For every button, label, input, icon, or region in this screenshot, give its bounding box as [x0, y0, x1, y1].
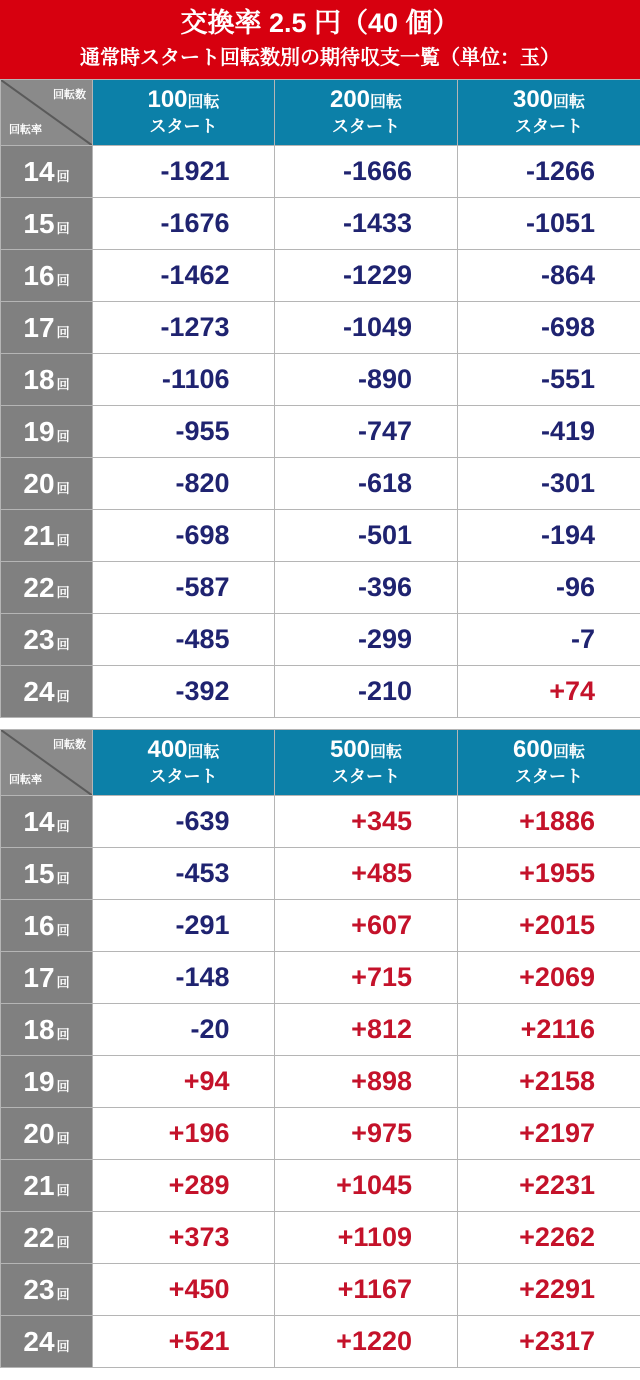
value-cell — [458, 1160, 640, 1212]
value-text: -1051 — [525, 208, 595, 238]
column-start-label: スタート — [149, 767, 218, 786]
value-text: +1167 — [337, 1274, 412, 1304]
value-cell — [93, 146, 275, 198]
value-text: -890 — [357, 364, 412, 394]
row-rate: 18 — [23, 363, 55, 395]
row-suffix: 回 — [56, 1234, 70, 1250]
row-rate: 17 — [23, 961, 55, 993]
value-cell — [93, 1212, 275, 1264]
table-row — [1, 302, 640, 354]
value-text: -20 — [190, 1014, 230, 1044]
value-cell — [458, 1004, 640, 1056]
value-cell — [275, 406, 458, 458]
value-text: +1045 — [336, 1170, 412, 1200]
row-suffix: 回 — [56, 1078, 70, 1094]
value-cell — [458, 848, 640, 900]
value-text: -299 — [357, 624, 412, 654]
value-cell — [458, 562, 640, 614]
table-row — [1, 796, 640, 848]
value-text: +1220 — [336, 1326, 412, 1356]
value-cell — [93, 1004, 275, 1056]
table-row — [1, 458, 640, 510]
value-text: +289 — [168, 1170, 230, 1200]
page-title: 交換率 2.5 円（40 個） — [180, 8, 460, 38]
value-text: -453 — [175, 858, 230, 888]
value-text: -618 — [357, 468, 412, 498]
table-row — [1, 146, 640, 198]
row-header — [1, 146, 93, 198]
row-rate: 21 — [23, 519, 55, 551]
value-cell — [93, 614, 275, 666]
column-number: 600 — [512, 736, 554, 763]
row-rate: 20 — [23, 467, 55, 499]
value-cell — [93, 406, 275, 458]
value-cell — [458, 796, 640, 848]
value-text: +2197 — [519, 1118, 595, 1148]
value-cell — [93, 198, 275, 250]
value-cell — [275, 666, 458, 718]
row-rate: 20 — [23, 1117, 55, 1149]
row-suffix: 回 — [56, 688, 70, 704]
column-number: 400 — [147, 736, 188, 763]
table-row — [1, 900, 640, 952]
row-rate: 16 — [23, 259, 55, 291]
row-header — [1, 1160, 93, 1212]
row-rate: 24 — [23, 675, 55, 707]
value-cell — [93, 562, 275, 614]
value-cell — [93, 458, 275, 510]
value-text: -1229 — [342, 260, 412, 290]
row-header — [1, 250, 93, 302]
value-cell — [275, 354, 458, 406]
value-text: +1109 — [337, 1222, 412, 1252]
row-header — [1, 562, 93, 614]
value-text: -1921 — [160, 156, 230, 186]
value-text: -96 — [555, 572, 595, 602]
row-rate: 23 — [23, 1273, 55, 1305]
table-row — [1, 666, 640, 718]
value-text: -1676 — [160, 208, 230, 238]
row-rate: 15 — [23, 207, 55, 239]
value-cell — [275, 1264, 458, 1316]
row-rate: 15 — [23, 857, 55, 889]
value-cell — [458, 302, 640, 354]
value-cell — [275, 796, 458, 848]
value-text: +2116 — [520, 1014, 595, 1044]
value-text: +196 — [168, 1118, 230, 1148]
value-text: -301 — [540, 468, 595, 498]
value-text: -7 — [570, 624, 595, 654]
column-start-label: スタート — [332, 117, 400, 136]
row-suffix: 回 — [56, 220, 70, 236]
row-header — [1, 1212, 93, 1264]
value-cell — [275, 562, 458, 614]
value-cell — [93, 1264, 275, 1316]
value-cell — [458, 146, 640, 198]
row-rate: 23 — [23, 623, 55, 655]
value-cell — [458, 1056, 640, 1108]
value-text: -392 — [175, 676, 230, 706]
value-cell — [275, 1160, 458, 1212]
table-row — [1, 1108, 640, 1160]
value-cell — [458, 952, 640, 1004]
table-row — [1, 1212, 640, 1264]
column-unit: 回転 — [187, 744, 220, 761]
row-suffix: 回 — [56, 168, 70, 184]
table-row — [1, 848, 640, 900]
row-suffix: 回 — [56, 1182, 70, 1198]
row-rate: 16 — [23, 909, 55, 941]
value-cell — [275, 146, 458, 198]
value-cell — [275, 1004, 458, 1056]
value-cell — [458, 250, 640, 302]
value-cell — [93, 354, 275, 406]
row-suffix: 回 — [56, 974, 70, 990]
value-cell — [93, 1160, 275, 1212]
value-text: -820 — [175, 468, 230, 498]
column-header — [275, 80, 458, 146]
row-header — [1, 1264, 93, 1316]
row-rate: 22 — [23, 571, 55, 603]
row-header — [1, 900, 93, 952]
value-cell — [275, 952, 458, 1004]
row-header — [1, 796, 93, 848]
value-text: -1462 — [160, 260, 230, 290]
value-cell — [458, 614, 640, 666]
value-cell — [275, 1316, 458, 1368]
row-suffix: 回 — [56, 532, 70, 548]
value-text: +715 — [351, 962, 412, 992]
value-cell — [275, 1056, 458, 1108]
row-suffix: 回 — [56, 1026, 70, 1042]
value-cell — [93, 250, 275, 302]
table-row — [1, 198, 640, 250]
value-text: +521 — [168, 1326, 230, 1356]
column-unit: 回転 — [553, 94, 586, 111]
value-text: +2158 — [519, 1066, 595, 1096]
column-number: 100 — [147, 86, 188, 113]
value-text: -485 — [175, 624, 230, 654]
value-text: +2015 — [519, 910, 595, 940]
row-rate: 19 — [23, 415, 55, 447]
value-text: +1955 — [519, 858, 595, 888]
table-row — [1, 510, 640, 562]
column-start-label: スタート — [515, 767, 583, 786]
page-subtitle: 通常時スタート回転数別の期待収支一覧（単位：玉） — [80, 47, 560, 69]
row-rate: 18 — [23, 1013, 55, 1045]
value-text: -864 — [540, 260, 595, 290]
value-text: +2069 — [519, 962, 595, 992]
table-row — [1, 1264, 640, 1316]
value-cell — [458, 666, 640, 718]
value-cell — [458, 1212, 640, 1264]
row-suffix: 回 — [56, 870, 70, 886]
value-cell — [93, 510, 275, 562]
row-header — [1, 614, 93, 666]
value-text: +607 — [351, 910, 412, 940]
row-header — [1, 198, 93, 250]
value-cell — [458, 406, 640, 458]
payout-table-1 — [0, 79, 640, 718]
table-row — [1, 952, 640, 1004]
column-unit: 回転 — [370, 94, 403, 111]
row-header — [1, 952, 93, 1004]
row-rate: 21 — [23, 1169, 55, 1201]
value-text: -419 — [540, 416, 595, 446]
value-cell — [93, 1056, 275, 1108]
value-cell — [275, 848, 458, 900]
row-rate: 17 — [23, 311, 55, 343]
column-header — [93, 730, 275, 796]
row-suffix: 回 — [56, 272, 70, 288]
value-text: -1433 — [342, 208, 412, 238]
row-header — [1, 406, 93, 458]
value-cell — [458, 198, 640, 250]
table-row — [1, 406, 640, 458]
column-start-label: スタート — [149, 117, 218, 136]
row-suffix: 回 — [56, 1130, 70, 1146]
corner-bottom-label: 回転率 — [9, 774, 42, 786]
value-text: +94 — [183, 1066, 230, 1096]
column-header — [458, 730, 640, 796]
table-row — [1, 1004, 640, 1056]
table-row — [1, 1056, 640, 1108]
table-header-row — [1, 730, 640, 796]
column-start-label: スタート — [332, 767, 400, 786]
value-text: -639 — [175, 806, 230, 836]
value-text: -148 — [175, 962, 230, 992]
value-text: -1106 — [161, 364, 230, 394]
value-cell — [458, 458, 640, 510]
table-row — [1, 1160, 640, 1212]
table-row — [1, 250, 640, 302]
row-rate: 14 — [23, 805, 55, 837]
value-text: -955 — [175, 416, 230, 446]
value-text: -587 — [175, 572, 230, 602]
value-text: -698 — [540, 312, 595, 342]
row-header — [1, 1316, 93, 1368]
value-text: +450 — [168, 1274, 230, 1304]
value-cell — [275, 302, 458, 354]
row-suffix: 回 — [56, 922, 70, 938]
value-text: +1886 — [519, 806, 595, 836]
corner-top-label: 回転数 — [53, 89, 86, 101]
table-row — [1, 614, 640, 666]
row-rate: 19 — [23, 1065, 55, 1097]
column-header — [275, 730, 458, 796]
value-cell — [275, 198, 458, 250]
value-text: -1666 — [342, 156, 412, 186]
row-suffix: 回 — [56, 584, 70, 600]
value-cell — [93, 1316, 275, 1368]
payout-table-2 — [0, 729, 640, 1368]
value-text: -194 — [540, 520, 595, 550]
value-cell — [93, 952, 275, 1004]
value-text: -396 — [357, 572, 412, 602]
value-text: -501 — [357, 520, 412, 550]
row-header — [1, 666, 93, 718]
row-header — [1, 848, 93, 900]
row-suffix: 回 — [56, 636, 70, 652]
row-suffix: 回 — [56, 480, 70, 496]
value-cell — [458, 900, 640, 952]
value-cell — [275, 614, 458, 666]
row-header — [1, 1108, 93, 1160]
row-rate: 14 — [23, 155, 55, 187]
column-header — [93, 80, 275, 146]
row-suffix: 回 — [56, 1286, 70, 1302]
value-cell — [458, 1108, 640, 1160]
value-cell — [275, 510, 458, 562]
column-unit: 回転 — [187, 94, 220, 111]
value-text: -747 — [357, 416, 412, 446]
row-header — [1, 1004, 93, 1056]
value-text: +898 — [351, 1066, 412, 1096]
value-text: -210 — [357, 676, 412, 706]
row-rate: 24 — [23, 1325, 55, 1357]
row-suffix: 回 — [56, 428, 70, 444]
row-suffix: 回 — [56, 324, 70, 340]
row-header — [1, 1056, 93, 1108]
value-cell — [275, 1212, 458, 1264]
page-header — [0, 0, 640, 79]
table-row — [1, 354, 640, 406]
row-suffix: 回 — [56, 818, 70, 834]
value-text: +975 — [351, 1118, 412, 1148]
value-cell — [458, 354, 640, 406]
value-cell — [275, 250, 458, 302]
value-text: +2262 — [519, 1222, 595, 1252]
value-cell — [458, 510, 640, 562]
value-text: +345 — [351, 806, 412, 836]
column-header — [458, 80, 640, 146]
value-cell — [93, 848, 275, 900]
value-text: +2231 — [519, 1170, 595, 1200]
row-rate: 22 — [23, 1221, 55, 1253]
value-text: +74 — [549, 676, 595, 706]
value-text: +485 — [351, 858, 412, 888]
value-text: -291 — [175, 910, 230, 940]
value-cell — [93, 302, 275, 354]
value-text: -1266 — [525, 156, 595, 186]
column-unit: 回転 — [370, 744, 403, 761]
row-header — [1, 354, 93, 406]
row-header — [1, 302, 93, 354]
value-text: -1049 — [342, 312, 412, 342]
column-unit: 回転 — [553, 744, 586, 761]
row-header — [1, 458, 93, 510]
corner-top-label: 回転数 — [53, 739, 86, 751]
value-cell — [93, 900, 275, 952]
value-text: +373 — [168, 1222, 230, 1252]
value-text: -698 — [175, 520, 230, 550]
value-cell — [93, 796, 275, 848]
value-cell — [275, 900, 458, 952]
value-cell — [93, 1108, 275, 1160]
value-text: +812 — [351, 1014, 412, 1044]
row-suffix: 回 — [56, 1338, 70, 1354]
column-number: 300 — [512, 86, 554, 113]
row-header — [1, 510, 93, 562]
value-text: -551 — [540, 364, 595, 394]
value-text: +2317 — [519, 1326, 595, 1356]
value-cell — [93, 666, 275, 718]
table-row — [1, 562, 640, 614]
corner-cell — [1, 730, 93, 796]
corner-cell — [1, 80, 93, 146]
table-row — [1, 1316, 640, 1368]
column-start-label: スタート — [515, 117, 583, 136]
column-number: 500 — [329, 736, 371, 763]
value-cell — [275, 458, 458, 510]
value-text: -1273 — [160, 312, 230, 342]
corner-bottom-label: 回転率 — [9, 124, 42, 136]
row-suffix: 回 — [56, 376, 70, 392]
value-text: +2291 — [519, 1274, 595, 1304]
table-header-row — [1, 80, 640, 146]
column-number: 200 — [329, 86, 371, 113]
value-cell — [458, 1316, 640, 1368]
value-cell — [275, 1108, 458, 1160]
value-cell — [458, 1264, 640, 1316]
